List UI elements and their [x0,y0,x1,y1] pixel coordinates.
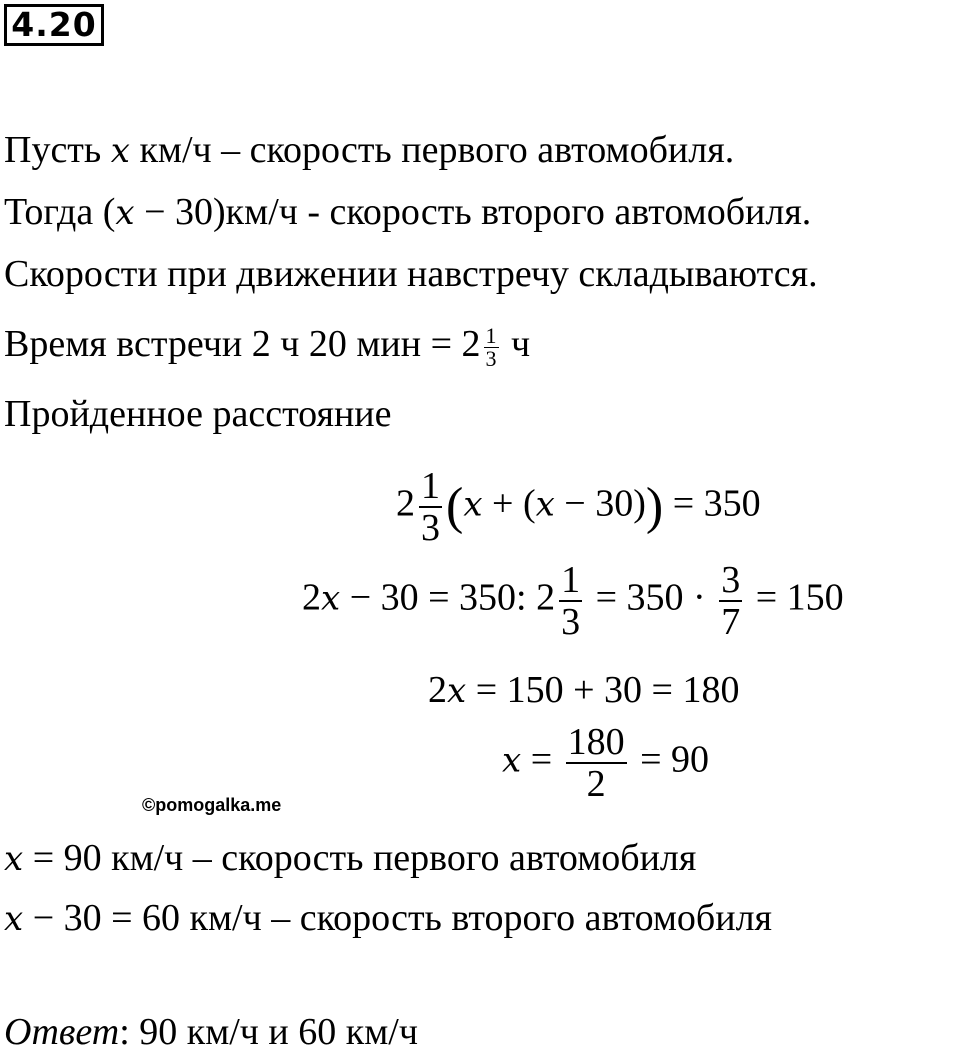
text-line-1 [4,128,734,173]
answer-text: : 90 км/ч и 60 км/ч [119,1011,418,1053]
result-line-2 [4,896,772,941]
eq1-close-paren: ) [645,478,664,535]
eq1-rhs: = 350 [663,482,761,525]
line2-start: Тогда ( [4,191,116,233]
result1-text: = 90 км/ч – скорость первого автомобиля [23,837,697,879]
text-line-2 [4,190,811,235]
fraction-numerator: 1 [421,465,440,507]
text-line-4 [4,322,530,370]
fraction-denominator: 3 [421,507,440,549]
var-x: x [321,578,341,619]
fraction-denominator: 2 [586,763,606,805]
eq1-fraction [419,466,442,548]
eq2-part-a: − 30 = 350: 2 [340,576,556,619]
watermark: ©pomogalka.me [142,795,282,815]
equation-1 [396,466,761,548]
var-x: x [535,484,555,525]
eq2-part-c: = 150 [746,576,844,619]
line4-end: ч [501,323,531,365]
var-x: x [447,671,467,711]
eq2-fraction-1 [559,560,582,642]
eq2-lead: 2 [302,576,321,619]
eq4-result: = 90 [630,738,710,781]
eq1-tail: − 30) [554,482,646,525]
fraction-denominator: 3 [485,345,497,371]
answer-label: Ответ [4,1011,120,1053]
fraction-numerator: 180 [567,721,625,763]
line4-start: Время встречи 2 ч 20 мин = 2 [4,323,481,365]
eq4-equals: = [521,738,562,781]
var-x: x [4,899,24,939]
var-x: x [115,193,135,233]
eq1-mid: + ( [482,482,536,525]
eq3-lead: 2 [428,669,447,711]
line2-end: − 30)км/ч - скорость второго автомобиля. [134,191,812,233]
eq4-fraction [566,722,627,804]
eq1-open-paren: ( [446,478,464,535]
text-line-5: Пройденное расстояние [4,393,392,435]
answer-line [4,1010,418,1054]
fraction-denominator: 3 [561,601,581,643]
result-line-1 [4,836,696,881]
eq3-rest: = 150 + 30 = 180 [466,669,740,711]
fraction-numerator: 1 [485,322,497,348]
result2-text: − 30 = 60 км/ч – скорость второго автомобиля [23,897,773,939]
var-x: x [4,839,24,879]
equation-3 [428,668,739,713]
line1-start: Пусть [4,129,111,171]
fraction-one-third [484,322,499,371]
eq2-fraction-2 [719,560,742,642]
equation-4 [502,722,709,804]
eq1-whole: 2 [396,482,415,525]
var-x: x [110,131,130,171]
var-x: x [502,740,522,781]
fraction-numerator: 1 [561,559,581,601]
line1-end: км/ч – скорость первого автомобиля. [129,129,735,171]
problem-number: 4.20 [4,4,104,46]
equation-2 [302,560,844,642]
eq2-part-b: = 350 · [586,576,716,619]
fraction-denominator: 7 [721,601,741,643]
text-line-3: Скорости при движении навстречу складываются. [4,253,818,295]
fraction-numerator: 3 [721,559,741,601]
var-x: x [463,484,483,525]
